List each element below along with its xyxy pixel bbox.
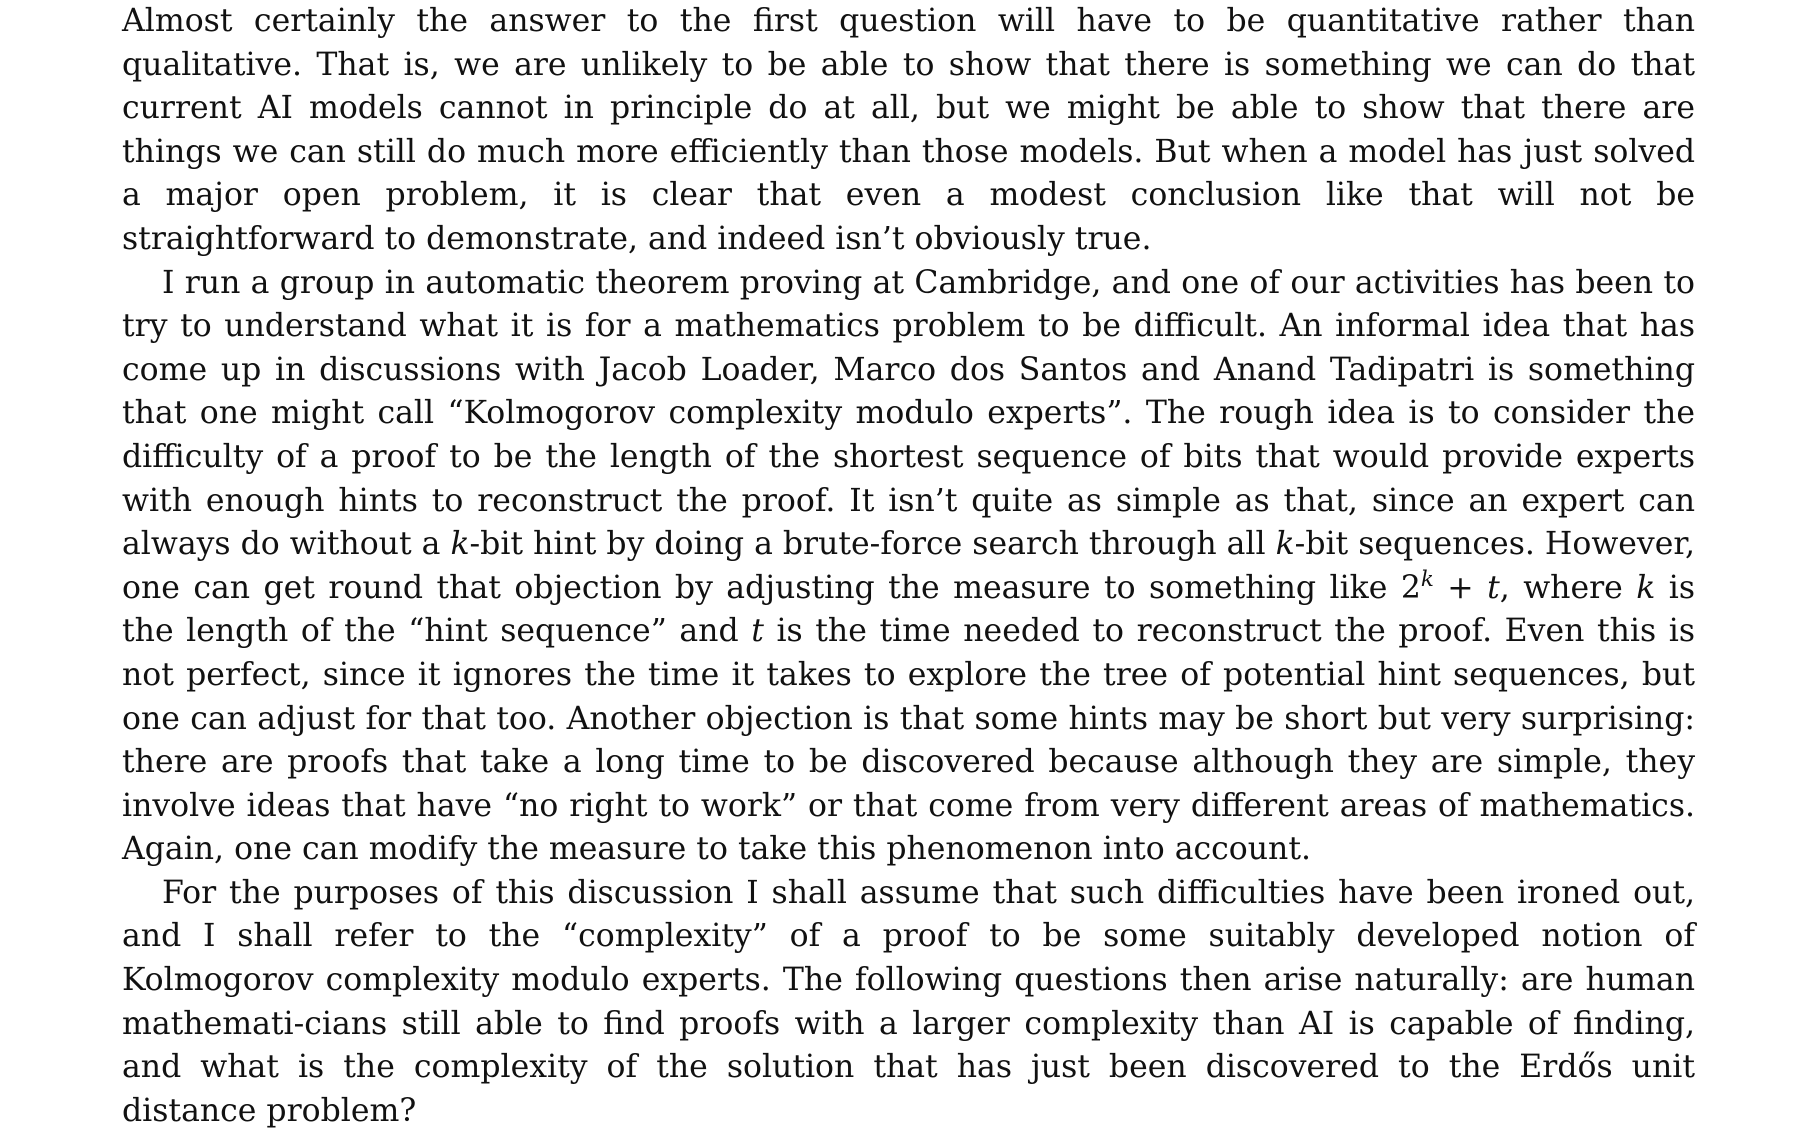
text-segment: is the length of the “hint sequence” and [122,569,1695,650]
math-variable-t: t [1487,569,1500,606]
text-segment: Almost certainly the answer to the first question will have to be quantitative rather than qualitative. That is, we are unlikely to be able to show that there is something we can do that current AI models cannot in principle do at all, but we might be able to show that there are things we can still do much more efficiently than those models. But when a model has just solved a major open problem, it is clear that even a modest conclusion like that will not be straightforward to demonstrate, and indeed isn’t obviously true. [122,3,1695,257]
text-segment: For the purposes of this discussion I shall assume that such difficulties have been ironed out, and I shall refer to the “complexity” of a proof to be some suitably developed notion of Kolmogorov complexity modulo experts. The following questions then arise naturally: are human mathemati-cians still able to find proofs with a larger complexity than AI is capable of finding, and what is the complexity of the solution that has just been discovered to the Erdős unit distance problem? [122,874,1695,1129]
paragraph-3 [122,872,1695,1133]
paragraph-1 [122,0,1695,262]
paragraph-2 [122,262,1695,872]
document-page [122,0,1695,1133]
text-segment: I run a group in automatic theorem proving at Cambridge, and one of our activities has been to try to understand what it is for a mathematics problem to be difficult. An informal idea that has come up in discussions with Jacob Loader, Marco dos Santos and Anand Tadipatri is something that one might call “Kolmogorov complexity modulo experts”. The rough idea is to consider the difficulty of a proof to be the length of the shortest sequence of bits that would provide experts with enough hints to reconstruct the proof. It isn’t quite as simple as that, since an expert can always do without a [122,264,1695,563]
math-variable-k: k [450,526,470,563]
text-segment: , where [1499,569,1637,606]
text-segment: is the time needed to reconstruct the proof. Even this is not perfect, since it ignores the time it takes to explore the tree of potential hint sequences, but one can adjust for that too. Another objection is that some hints may be short but very surprising: there are proofs that take a long time to be discovered because although they are simple, they involve ideas that have “no right to work” or that come from very different areas of mathematics. Again, one can modify the measure to take this phenomenon into account. [122,613,1695,868]
math-exponent-k: k [1420,566,1434,592]
math-operator-plus: + [1433,569,1488,606]
text-segment: -bit sequences. However, one can get round that objection by adjusting the measure to something like 2 [122,526,1695,606]
text-segment: -bit hint by doing a brute-force search through all [469,526,1276,563]
math-variable-k: k [1636,569,1656,606]
math-variable-k: k [1275,526,1295,563]
math-variable-t: t [751,613,764,650]
